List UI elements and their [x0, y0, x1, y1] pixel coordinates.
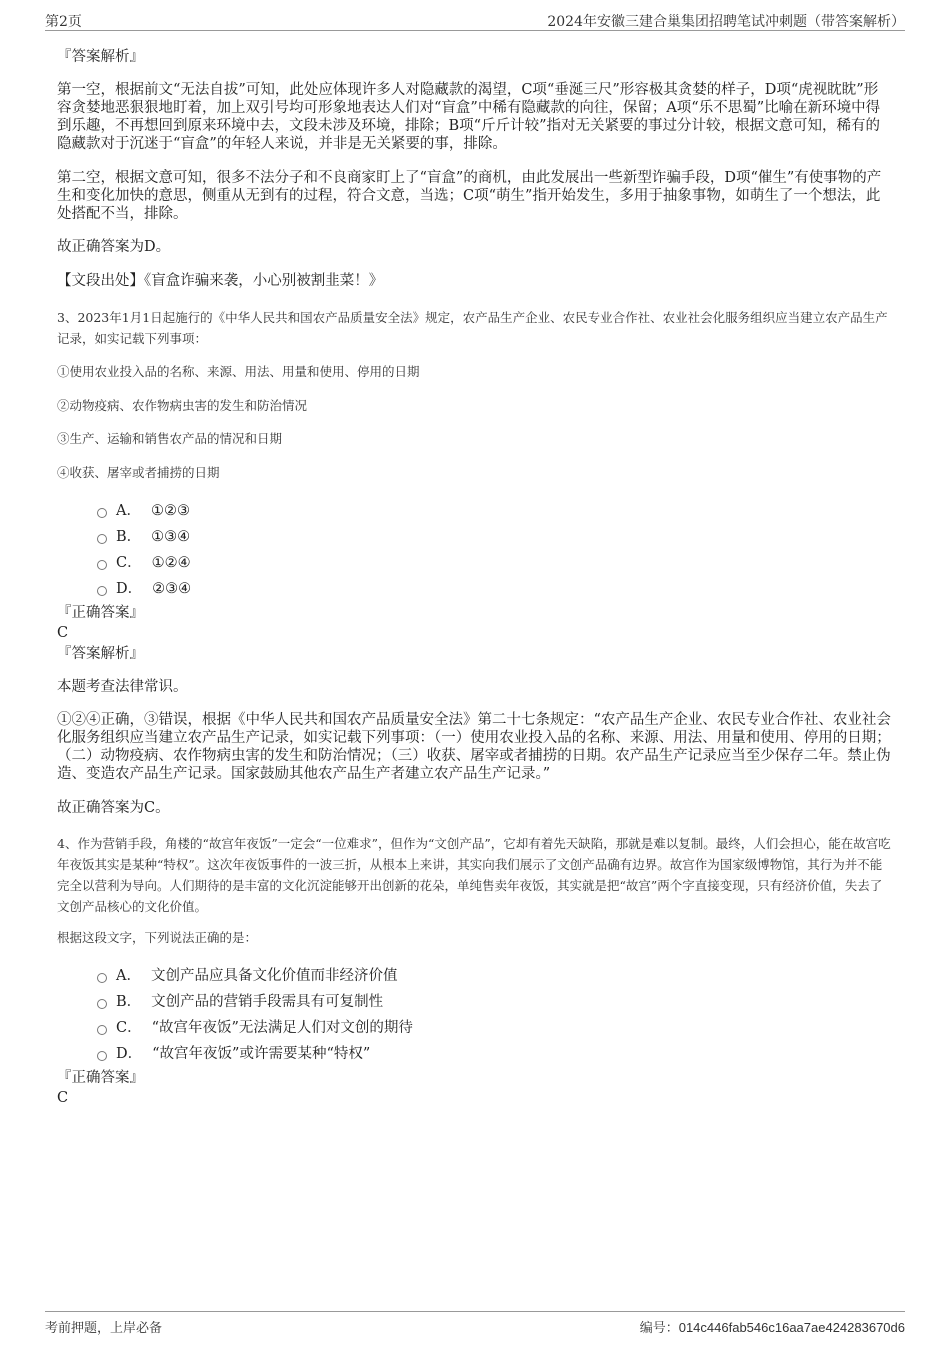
question-3-item: ④收获、屠宰或者捕捞的日期: [57, 465, 220, 480]
question-3-item: ①使用农业投入品的名称、来源、用法、用量和使用、停用的日期: [57, 364, 420, 379]
q3-option-c[interactable]: C． ①②④: [97, 551, 191, 572]
radio-button[interactable]: [97, 1025, 107, 1035]
q3-option-b[interactable]: B． ①③④: [97, 525, 190, 546]
correct-answer-heading: 『正确答案』: [57, 605, 144, 621]
document-title: 2024年安徽三建合巢集团招聘笔试冲刺题（带答案解析）: [547, 14, 905, 30]
question-4-stem: 4、作为营销手段，角楼的“故宫年夜饭”一定会“一位难求”，但作为“文创产品”，它却有着先天缺陷，那就是难以复制。最终，人们会担心，能在故宫吃年夜饭其实是某种“特权”。这次年夜饭事件的一波三折，从根本上来讲，其实向我们展示了文创产品确有边界。故宫作为国家级博物馆，其行为并不能完全以营利为导向。人们期待的是丰富的文化沉淀能够开出创新的花朵，单纯售卖年夜饭，其实就是把“故宫”两个字直接变现，只有经济价值，失去了文创产品核心的文化价值。: [57, 836, 891, 914]
radio-button[interactable]: [97, 1051, 107, 1061]
q4-option-b[interactable]: B． 文创产品的营销手段需具有可复制性: [97, 990, 383, 1011]
analysis-paragraph-1: 第一空，根据前文“无法自拔”可知，此处应体现许多人对隐藏款的渴望，C项“垂涎三尺”形容极其贪婪的样子，D项“虎视眈眈”形容贪婪地恶狠狠地盯着，加上双引号均可形象地表达人们对“盲盒”中稀有隐藏款的向往，保留；A项“乐不思蜀”比喻在新环境中得到乐趣，不再想回到原来环境中去，文段未涉及环境，排除；B项“斤斤计较”指对无关紧要的事过分计较，根据文意可知，稀有的隐藏款对于沉迷于“盲盒”的年轻人来说，并非是无关紧要的事，排除。: [57, 82, 881, 152]
radio-button[interactable]: [97, 973, 107, 983]
page-number: 第2页: [45, 14, 82, 30]
q3-option-a[interactable]: A． ①②③: [97, 499, 190, 520]
footer-slogan: 考前押题，上岸必备: [45, 1321, 163, 1336]
source-line: 【文段出处】《盲盒诈骗来袭，小心别被割韭菜！》: [57, 273, 384, 289]
analysis-paragraph-2: ①②④正确，③错误，根据《中华人民共和国农产品质量安全法》第二十七条规定：“农产品生产企业、农民专业合作社、农业社会化服务组织应当建立农产品生产记录，如实记载下列事项：（一）使用农业投入品的名称、来源、用法、用量和使用、停用的日期；（二）动物疫病、农作物病虫害的发生和防治情况；（三）收获、屠宰或者捕捞的日期。农产品生产记录应当至少保存二年。禁止伪造、变造农产品生产记录。国家鼓励其他农产品生产者建立农产品生产记录。”: [57, 712, 891, 782]
code-label: 编号：: [639, 1321, 679, 1336]
radio-button[interactable]: [97, 999, 107, 1009]
document-code: [640, 1317, 905, 1336]
radio-button[interactable]: [97, 586, 107, 596]
page-header: [45, 8, 905, 31]
radio-button[interactable]: [97, 560, 107, 570]
correct-answer: C: [57, 1090, 69, 1106]
radio-button[interactable]: [97, 508, 107, 518]
analysis-heading: 『答案解析』: [57, 646, 144, 662]
radio-button[interactable]: [97, 534, 107, 544]
analysis-heading: 『答案解析』: [57, 49, 144, 65]
analysis-paragraph-2: 第二空，根据文意可知，很多不法分子和不良商家盯上了“盲盒”的商机，由此发展出一些新型诈骗手段，D项“催生”有使事物的产生和变化加快的意思，侧重从无到有的过程，符合文意，当选；C项“萌生”指开始发生，多用于抽象事物，如萌生了一个想法，此处搭配不当，排除。: [57, 170, 882, 222]
question-3-stem: 3、2023年1月1日起施行的《中华人民共和国农产品质量安全法》规定，农产品生产企业、农民专业合作社、农业社会化服务组织应当建立农产品生产记录，如实记载下列事项：: [57, 310, 888, 346]
page-footer: [45, 1311, 905, 1342]
q4-option-c[interactable]: C． “故宫年夜饭”无法满足人们对文创的期待: [97, 1016, 413, 1037]
correct-answer-heading: 『正确答案』: [57, 1070, 144, 1086]
q4-option-d[interactable]: D． “故宫年夜饭”或许需要某种“特权”: [97, 1042, 370, 1063]
analysis-paragraph-1: 本题考查法律常识。: [57, 679, 188, 695]
question-4-prompt: 根据这段文字，下列说法正确的是：: [57, 930, 258, 945]
correct-answer: C: [57, 625, 69, 641]
answer-conclusion: 故正确答案为C。: [57, 800, 170, 816]
q4-option-a[interactable]: A． 文创产品应具备文化价值而非经济价值: [97, 964, 397, 985]
question-3-item: ③生产、运输和销售农产品的情况和日期: [57, 431, 283, 446]
question-3-item: ②动物疫病、农作物病虫害的发生和防治情况: [57, 398, 308, 413]
code-value: 014c446fab546c16aa7ae424283670d6: [678, 1320, 905, 1335]
q3-option-d[interactable]: D． ②③④: [97, 577, 191, 598]
answer-conclusion: 故正确答案为D。: [57, 239, 171, 255]
